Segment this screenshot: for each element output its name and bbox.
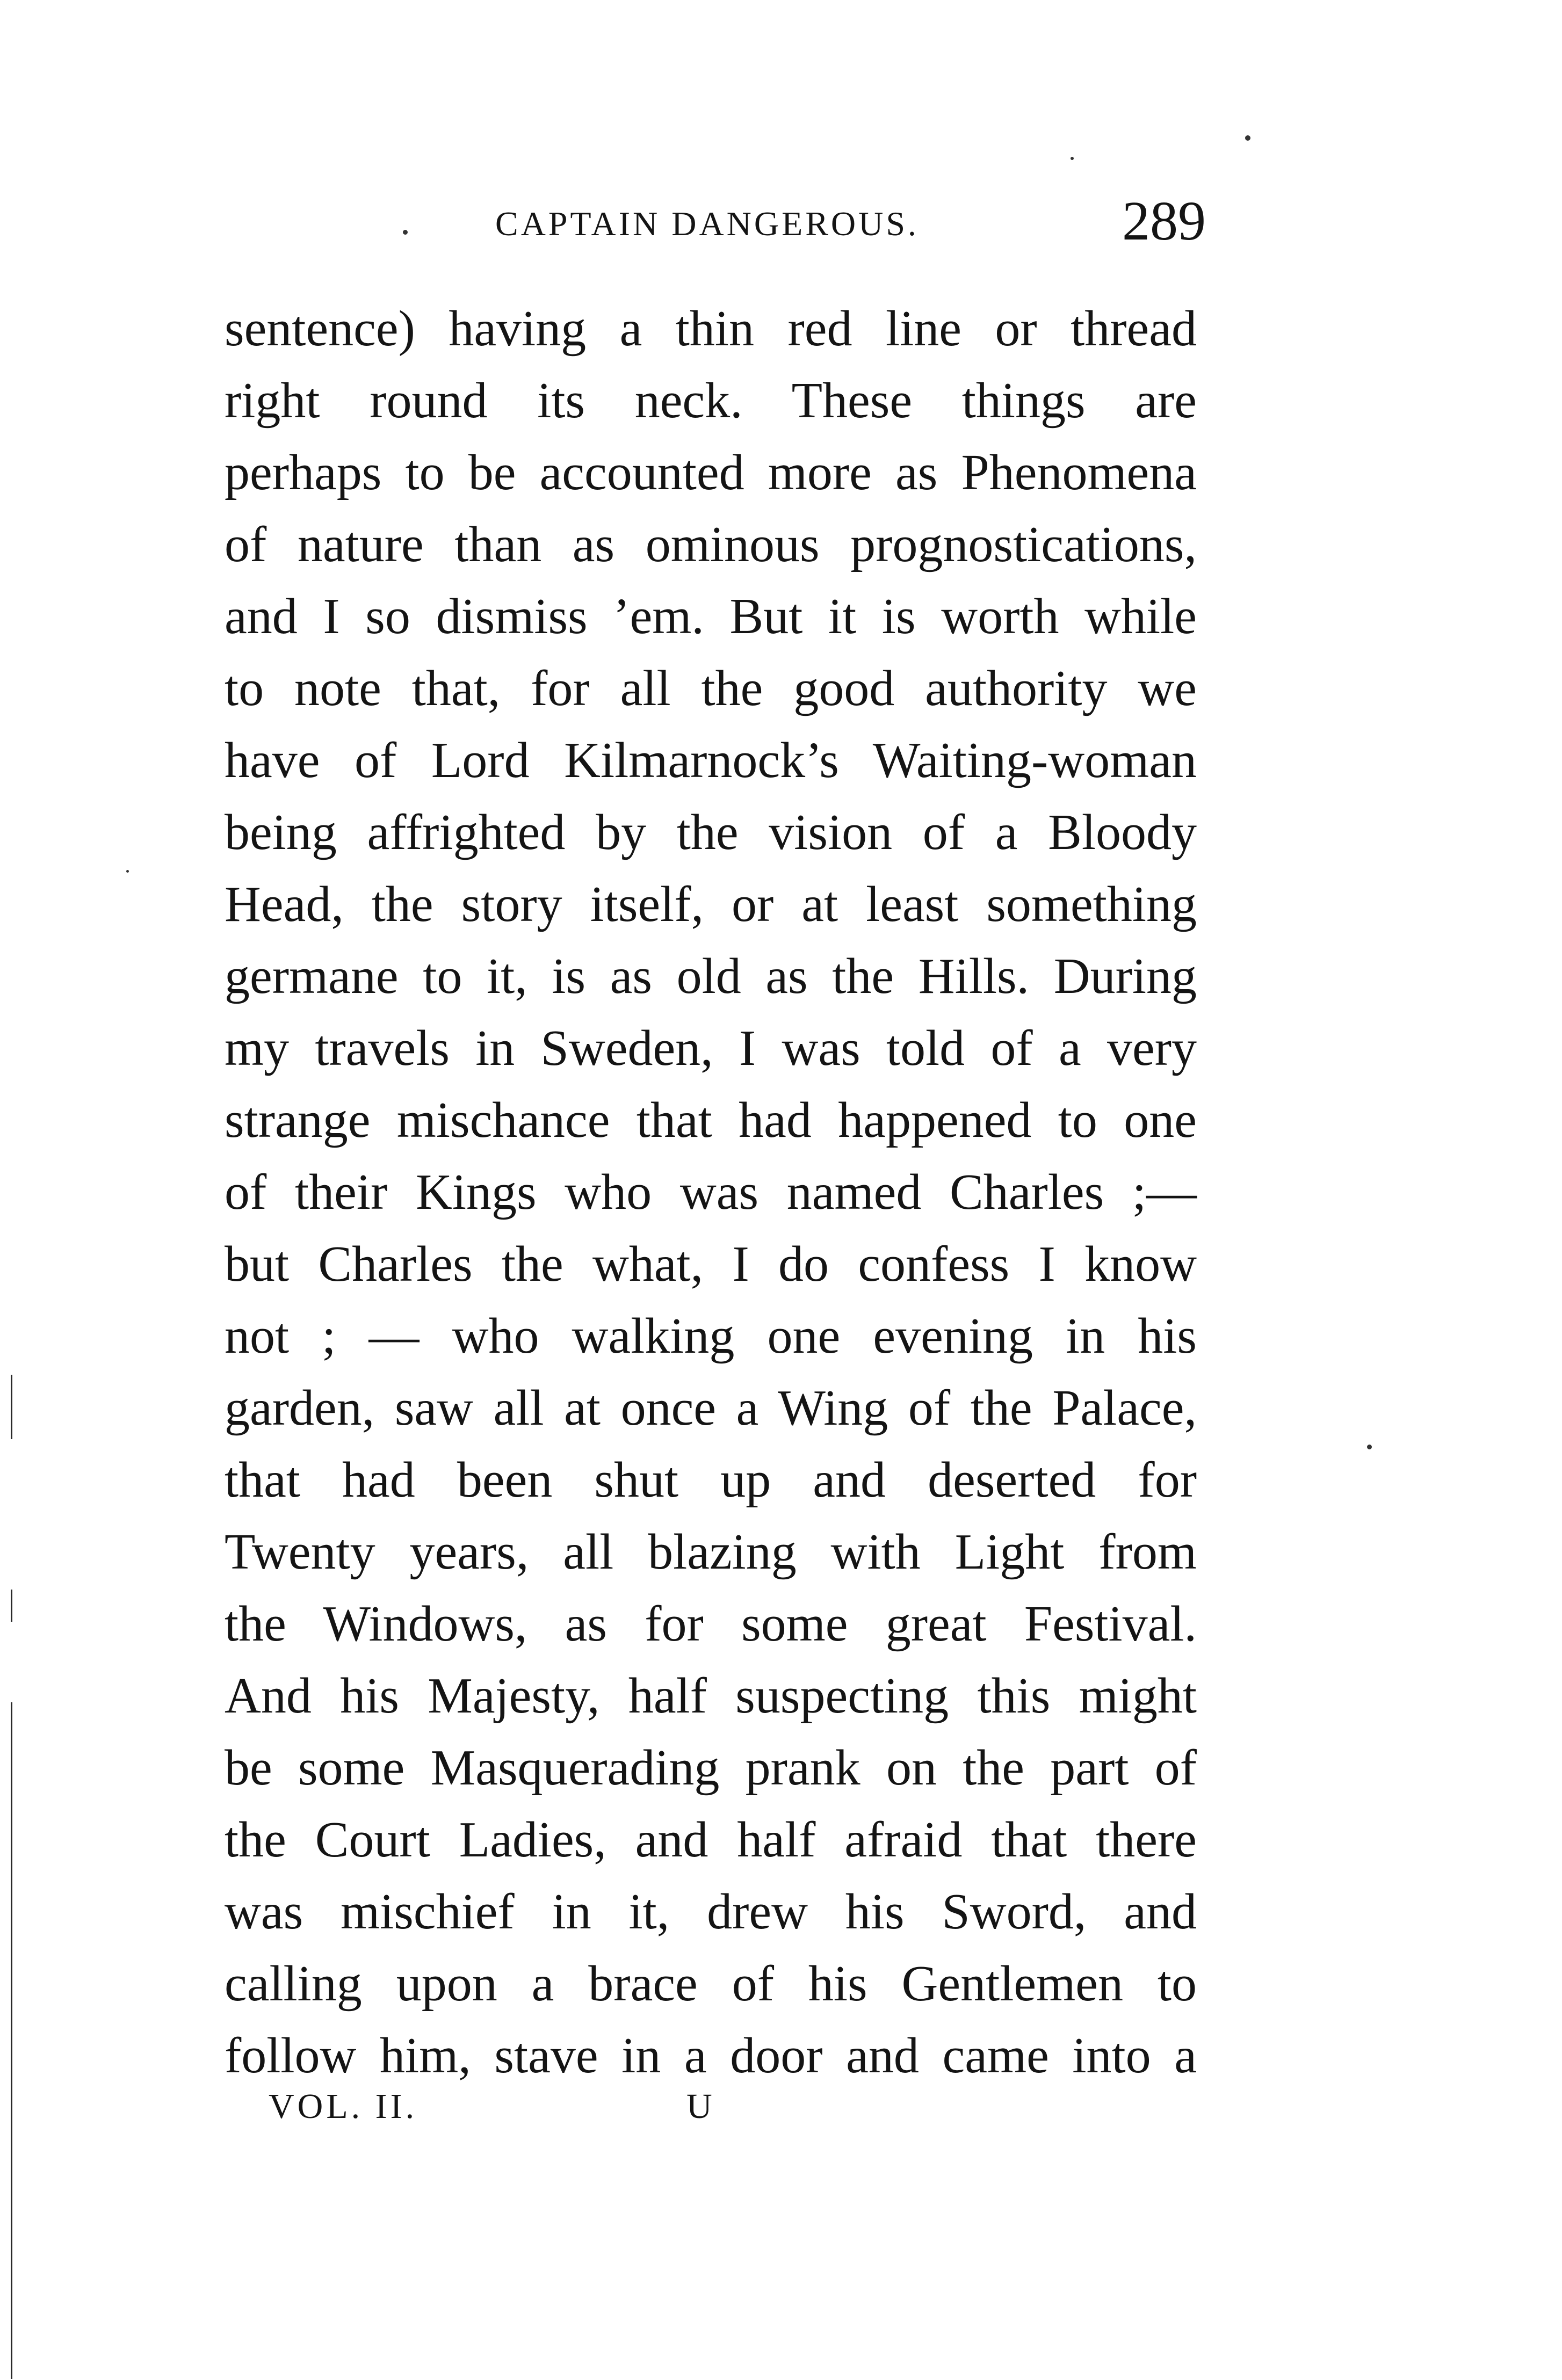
text-line: Head, the story itself, or at least something bbox=[225, 876, 1197, 932]
text-line: but Charles the what, I do confess I know bbox=[225, 1236, 1197, 1292]
body-text bbox=[225, 293, 1197, 2092]
text-line: calling upon a brace of his Gentlemen to bbox=[225, 1956, 1197, 2012]
text-line: and I so dismiss ’em. But it is worth while bbox=[225, 589, 1197, 644]
text-line: being affrighted by the vision of a Bloody bbox=[225, 804, 1197, 860]
text-line: of their Kings who was named Charles ;— bbox=[225, 1164, 1197, 1220]
text-line: strange mischance that had happened to one bbox=[225, 1092, 1197, 1148]
running-title: CAPTAIN DANGEROUS. bbox=[495, 205, 919, 243]
signature-mark: U bbox=[686, 2087, 712, 2126]
scan-speck bbox=[126, 870, 129, 873]
text-line: the Windows, as for some great Festival. bbox=[225, 1596, 1197, 1652]
scan-speck bbox=[403, 230, 408, 235]
text-line: follow him, stave in a door and came into a bbox=[225, 2028, 1197, 2084]
text-line: not ; — who walking one evening in his bbox=[225, 1308, 1197, 1364]
volume-signature: VOL. II. bbox=[269, 2087, 418, 2126]
text-line: garden, saw all at once a Wing of the Palace, bbox=[225, 1380, 1197, 1436]
text-line: sentence) having a thin red line or thread bbox=[225, 301, 1197, 357]
text-line: the Court Ladies, and half afraid that there bbox=[225, 1812, 1197, 1868]
text-line: And his Majesty, half suspecting this might bbox=[225, 1668, 1197, 1724]
scan-edge-mark bbox=[11, 1702, 12, 2379]
text-line: have of Lord Kilmarnock’s Waiting-woman bbox=[225, 732, 1197, 788]
page-footer bbox=[0, 2086, 1562, 2140]
text-line: be some Masquerading prank on the part of bbox=[225, 1740, 1197, 1796]
scan-edge-mark bbox=[11, 1590, 12, 1622]
text-line: my travels in Sweden, I was told of a very bbox=[225, 1020, 1197, 1076]
text-line: germane to it, is as old as the Hills. During bbox=[225, 948, 1197, 1004]
scan-speck bbox=[1245, 135, 1250, 141]
scan-speck bbox=[1367, 1445, 1372, 1449]
scan-edge-mark bbox=[11, 1375, 12, 1439]
text-line: that had been shut up and deserted for bbox=[225, 1452, 1197, 1508]
text-line: perhaps to be accounted more as Phenomena bbox=[225, 445, 1197, 500]
scan-speck bbox=[1071, 157, 1074, 160]
text-line: Twenty years, all blazing with Light from bbox=[225, 1524, 1197, 1580]
text-line: of nature than as ominous prognostications, bbox=[225, 517, 1197, 572]
page-number: 289 bbox=[1122, 190, 1206, 252]
running-head bbox=[226, 189, 1206, 252]
text-line: to note that, for all the good authority we bbox=[225, 661, 1197, 716]
text-line: right round its neck. These things are bbox=[225, 373, 1197, 429]
text-line: was mischief in it, drew his Sword, and bbox=[225, 1884, 1197, 1940]
